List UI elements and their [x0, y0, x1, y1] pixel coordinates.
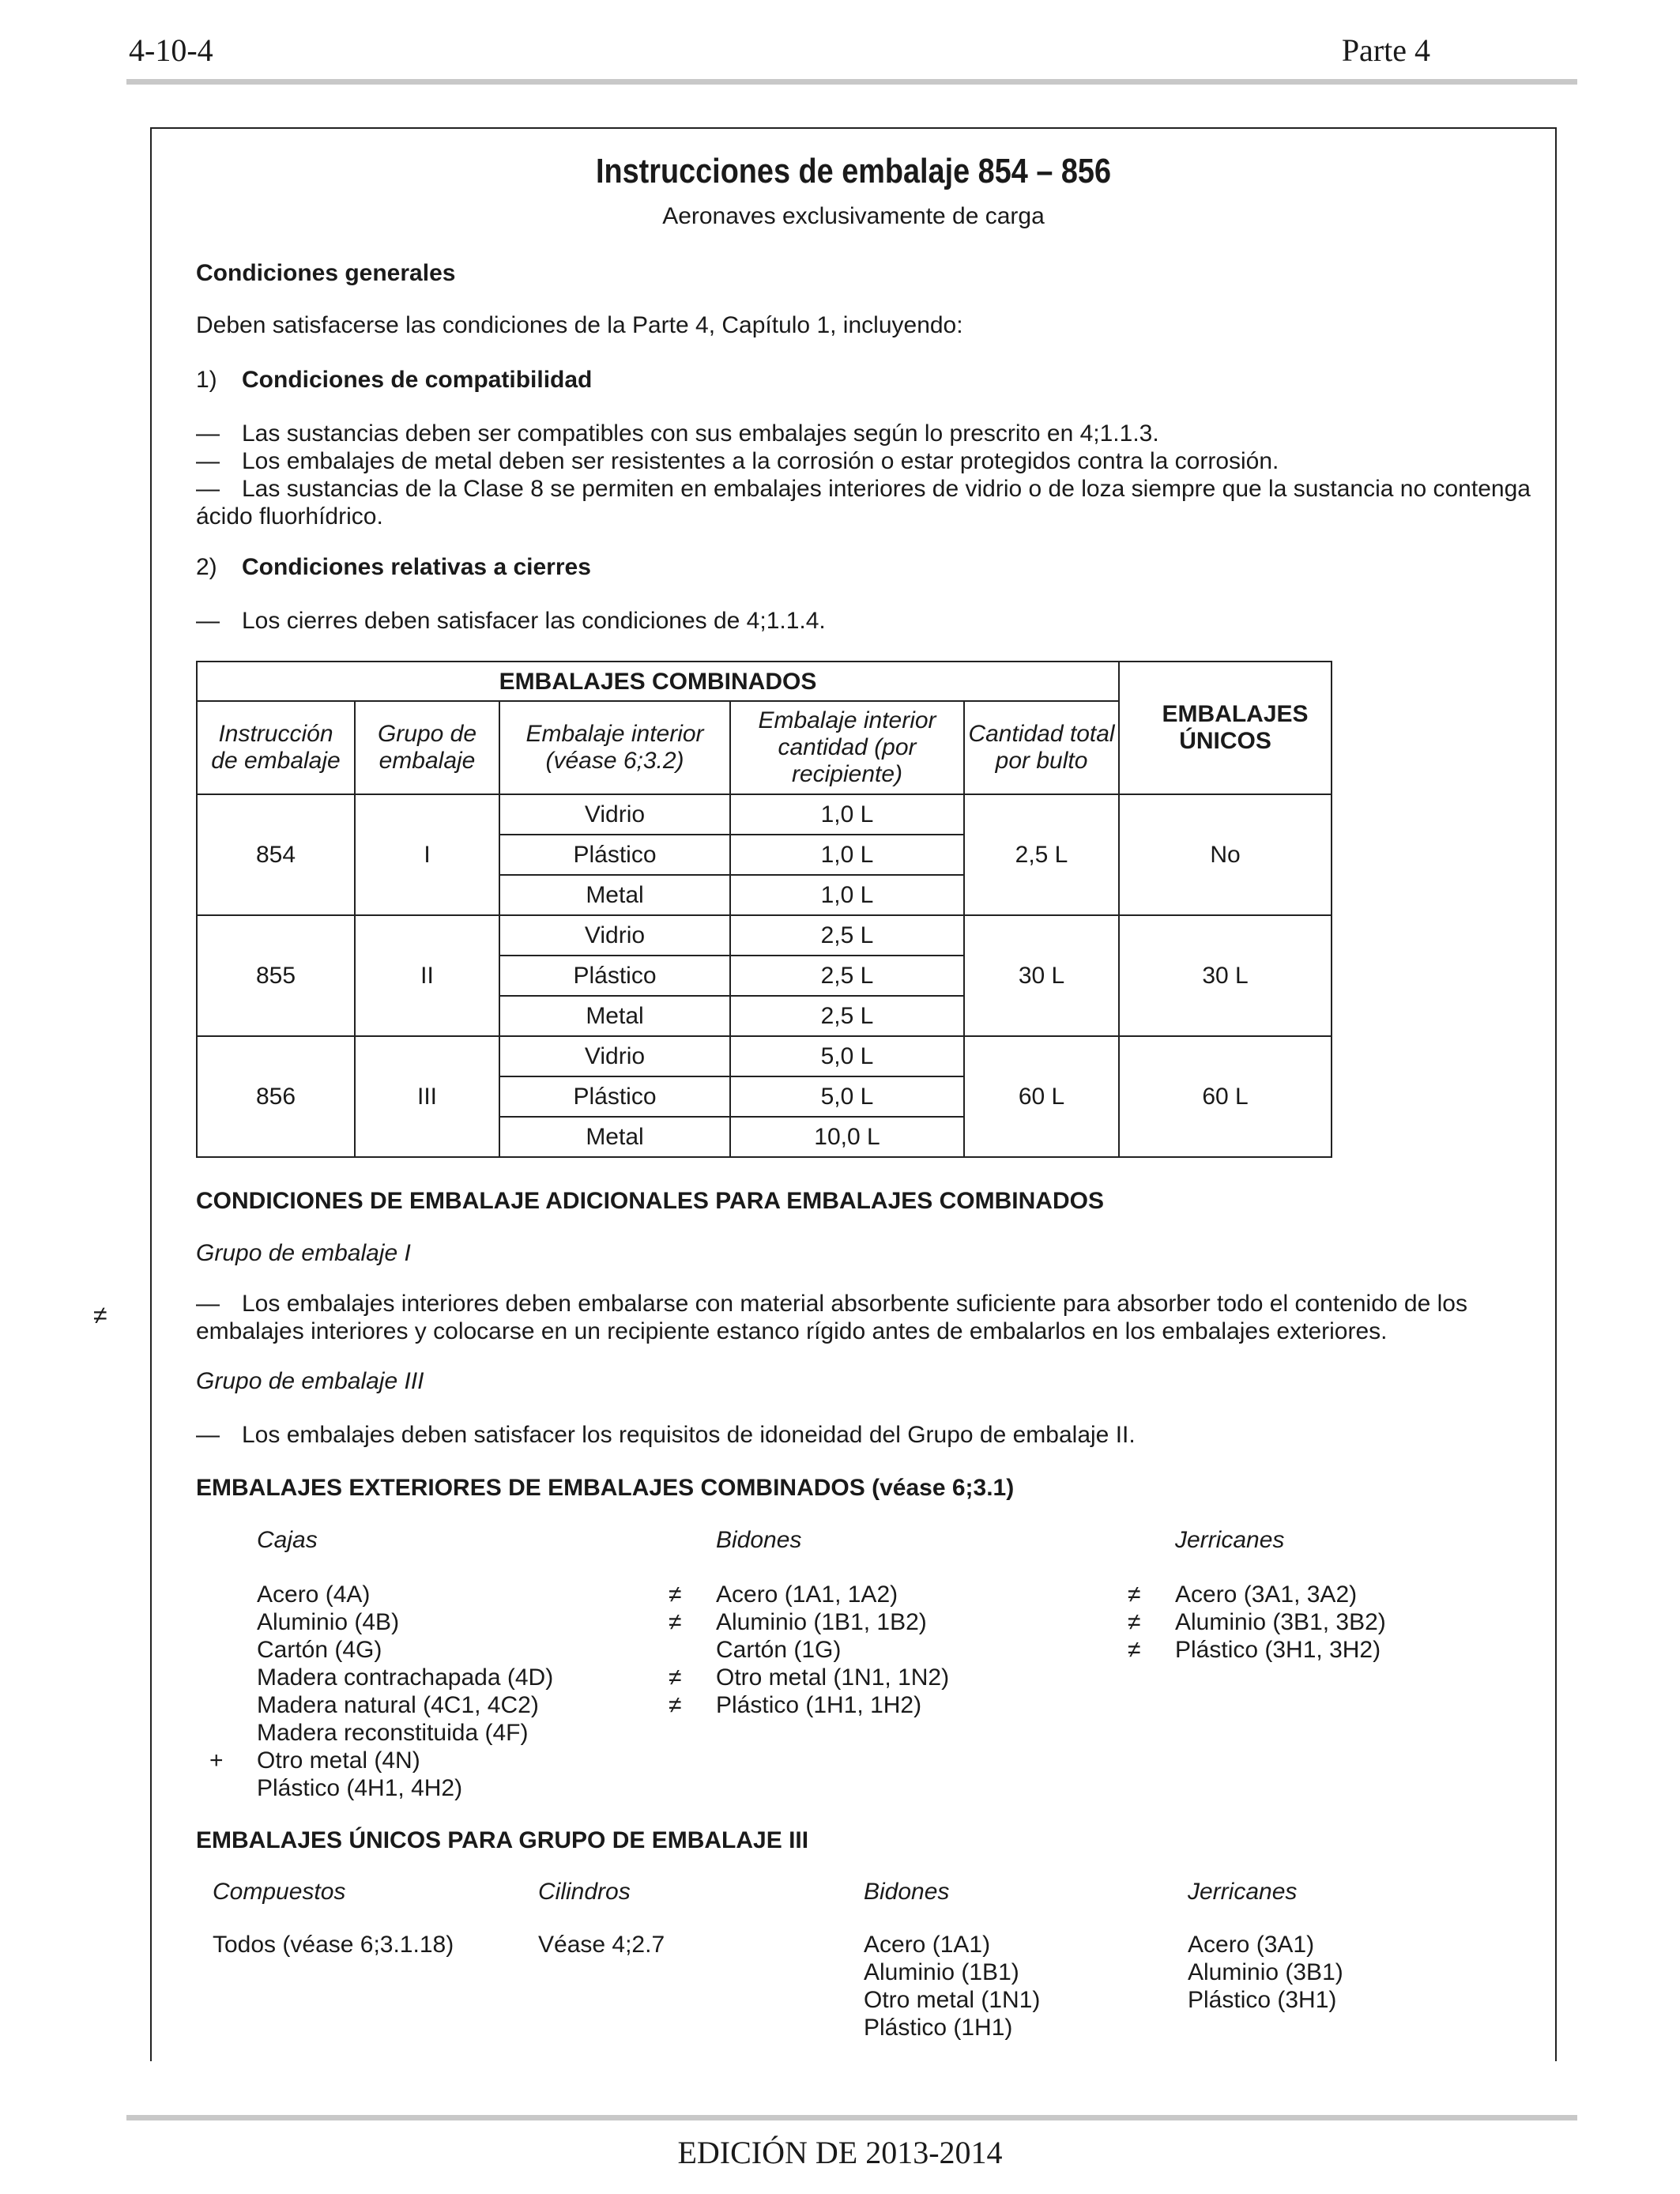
dash-marker: — [196, 1422, 220, 1448]
outer-list-item: Plástico (4H1, 4H2) [257, 1775, 463, 1801]
outer-col-title: Bidones [716, 1527, 802, 1553]
edition-footer: EDICIÓN DE 2013-2014 [677, 2135, 1003, 2170]
page-subtitle: Aeronaves exclusivamente de carga [662, 203, 1045, 229]
combined-header: EMBALAJES COMBINADOS [197, 662, 1119, 701]
change-mark: ≠ [93, 1301, 107, 1329]
outer-col-title: Cajas [257, 1527, 318, 1553]
single-list-item: Acero (1A1) [864, 1932, 991, 1958]
inner-material-cell: Metal [499, 996, 730, 1036]
dash-marker: — [196, 1291, 220, 1317]
inner-qty-cell: 5,0 L [730, 1076, 964, 1117]
single-col-title: Compuestos [213, 1879, 346, 1905]
col-header-instruction: Instrucción de embalaje [197, 701, 355, 794]
single-header: EMBALAJES ÚNICOS [1119, 662, 1332, 794]
change-mark: ≠ [669, 1609, 682, 1635]
col-header-total: Cantidad total por bulto [964, 701, 1119, 794]
dash-marker: — [196, 476, 220, 502]
inner-qty-cell: 1,0 L [730, 835, 964, 875]
compat-item: — Las sustancias deben ser compatibles con sus embalajes según lo prescrito en 4;1.1.3. [196, 420, 1159, 447]
single-cell: 30 L [1119, 915, 1332, 1036]
dash-marker: — [196, 420, 220, 447]
dash-marker: — [196, 608, 220, 634]
col-header-inner: Embalaje interior (véase 6;3.2) [499, 701, 730, 794]
section-compat-heading [196, 366, 1531, 394]
total-cell: 30 L [964, 915, 1119, 1036]
instruction-cell: 855 [197, 915, 355, 1036]
closures-item: — Los cierres deben satisfacer las condiciones de 4;1.1.4. [196, 608, 826, 634]
total-cell: 60 L [964, 1036, 1119, 1157]
group-i-label: Grupo de embalaje I [196, 1240, 411, 1266]
compat-item: — Los embalajes de metal deben ser resistentes a la corrosión o estar protegidos contra la corrosión. [196, 448, 1279, 474]
single-list-item: Aluminio (1B1) [864, 1959, 1019, 1985]
single-col-title: Jerricanes [1188, 1879, 1298, 1905]
section-title: Condiciones de compatibilidad [242, 367, 593, 393]
outer-col-title: Jerricanes [1175, 1527, 1285, 1553]
instruction-cell: 854 [197, 794, 355, 915]
page-number: 4-10-4 [129, 32, 213, 68]
outer-list-item: Cartón (4G) [257, 1637, 382, 1663]
single-list-item: Véase 4;2.7 [538, 1932, 665, 1958]
inner-qty-cell: 1,0 L [730, 875, 964, 915]
change-mark: ≠ [1128, 1637, 1141, 1663]
change-mark: ≠ [669, 1581, 682, 1608]
outer-list-item: Madera contrachapada (4D) [257, 1664, 554, 1691]
change-mark: + [209, 1747, 224, 1774]
footer-rule [126, 2115, 1577, 2120]
inner-qty-cell: 2,5 L [730, 996, 964, 1036]
inner-qty-cell: 10,0 L [730, 1117, 964, 1157]
single-list-item: Plástico (1H1) [864, 2015, 1013, 2041]
page-title: Instrucciones de embalaje 854 – 856 [595, 152, 1112, 190]
inner-material-cell: Metal [499, 1117, 730, 1157]
change-mark: ≠ [1128, 1609, 1141, 1635]
section-title: Condiciones relativas a cierres [242, 554, 591, 580]
group-i-text: — Los embalajes interiores deben embalarse con material absorbente suficiente para absorber todo el contenido de los embalajes interiores y colocarse en un recipiente estanco rígido antes de embalarlos en los embalajes exteriores. [196, 1291, 1467, 1344]
section-number: 2) [196, 554, 217, 580]
general-heading: Condiciones generales [196, 260, 456, 286]
group-iii-text: — Los embalajes deben satisfacer los requisitos de idoneidad del Grupo de embalaje II. [196, 1422, 1136, 1448]
header-rule [126, 79, 1577, 85]
section-closures-heading [196, 553, 1531, 581]
outer-list-item: Madera reconstituida (4F) [257, 1720, 529, 1746]
inner-material-cell: Plástico [499, 956, 730, 996]
inner-qty-cell: 2,5 L [730, 915, 964, 956]
single-list-item: Acero (3A1) [1188, 1932, 1315, 1958]
outer-list-item: Plástico (3H1, 3H2) [1175, 1637, 1381, 1663]
outer-list-item: Aluminio (1B1, 1B2) [716, 1609, 927, 1635]
single-list-item: Plástico (3H1) [1188, 1987, 1337, 2013]
change-mark: ≠ [669, 1692, 682, 1718]
instruction-cell: 856 [197, 1036, 355, 1157]
inner-qty-cell: 5,0 L [730, 1036, 964, 1076]
dash-marker: — [196, 448, 220, 474]
outer-list-item: Cartón (1G) [716, 1637, 842, 1663]
outer-list-item: Acero (4A) [257, 1581, 371, 1608]
outer-list-item: Plástico (1H1, 1H2) [716, 1692, 922, 1718]
inner-material-cell: Vidrio [499, 1036, 730, 1076]
outer-list-item: Acero (1A1, 1A2) [716, 1581, 898, 1608]
col-header-group: Grupo de embalaje [355, 701, 499, 794]
outer-list-item: Otro metal (1N1, 1N2) [716, 1664, 950, 1691]
inner-material-cell: Vidrio [499, 794, 730, 835]
outer-list-item: Acero (3A1, 3A2) [1175, 1581, 1358, 1608]
outer-heading: EMBALAJES EXTERIORES DE EMBALAJES COMBINADOS (véase 6;3.1) [196, 1475, 1015, 1501]
inner-material-cell: Plástico [499, 835, 730, 875]
group-iii-label: Grupo de embalaje III [196, 1368, 424, 1394]
outer-list-item: Aluminio (4B) [257, 1609, 400, 1635]
inner-material-cell: Metal [499, 875, 730, 915]
group-cell: II [355, 915, 499, 1036]
additional-heading: CONDICIONES DE EMBALAJE ADICIONALES PARA EMBALAJES COMBINADOS [196, 1188, 1104, 1214]
change-mark: ≠ [669, 1664, 682, 1691]
single-list-item: Todos (véase 6;3.1.18) [213, 1932, 454, 1958]
section-number: 1) [196, 367, 217, 393]
change-mark: ≠ [1128, 1581, 1141, 1608]
inner-material-cell: Vidrio [499, 915, 730, 956]
packing-table [196, 661, 1332, 1158]
single-cell: 60 L [1119, 1036, 1332, 1157]
total-cell: 2,5 L [964, 794, 1119, 915]
compat-item: — Las sustancias de la Clase 8 se permiten en embalajes interiores de vidrio o de loza siempre que la sustancia no contenga ácido fluorhídrico. [196, 476, 1531, 530]
single-cell: No [1119, 794, 1332, 915]
inner-qty-cell: 2,5 L [730, 956, 964, 996]
single-heading: EMBALAJES ÚNICOS PARA GRUPO DE EMBALAJE III [196, 1827, 809, 1853]
group-cell: I [355, 794, 499, 915]
single-col-title: Bidones [864, 1879, 950, 1905]
group-cell: III [355, 1036, 499, 1157]
inner-qty-cell: 1,0 L [730, 794, 964, 835]
single-list-item: Aluminio (3B1) [1188, 1959, 1343, 1985]
single-col-title: Cilindros [538, 1879, 631, 1905]
inner-material-cell: Plástico [499, 1076, 730, 1117]
outer-list-item: Madera natural (4C1, 4C2) [257, 1692, 539, 1718]
general-intro: Deben satisfacerse las condiciones de la Parte 4, Capítulo 1, incluyendo: [196, 312, 963, 338]
outer-list-item: Aluminio (3B1, 3B2) [1175, 1609, 1386, 1635]
outer-list-item: Otro metal (4N) [257, 1747, 420, 1774]
part-label: Parte 4 [1341, 32, 1430, 68]
col-header-inner-qty: Embalaje interior cantidad (por recipiente) [730, 701, 964, 794]
single-list-item: Otro metal (1N1) [864, 1987, 1041, 2013]
